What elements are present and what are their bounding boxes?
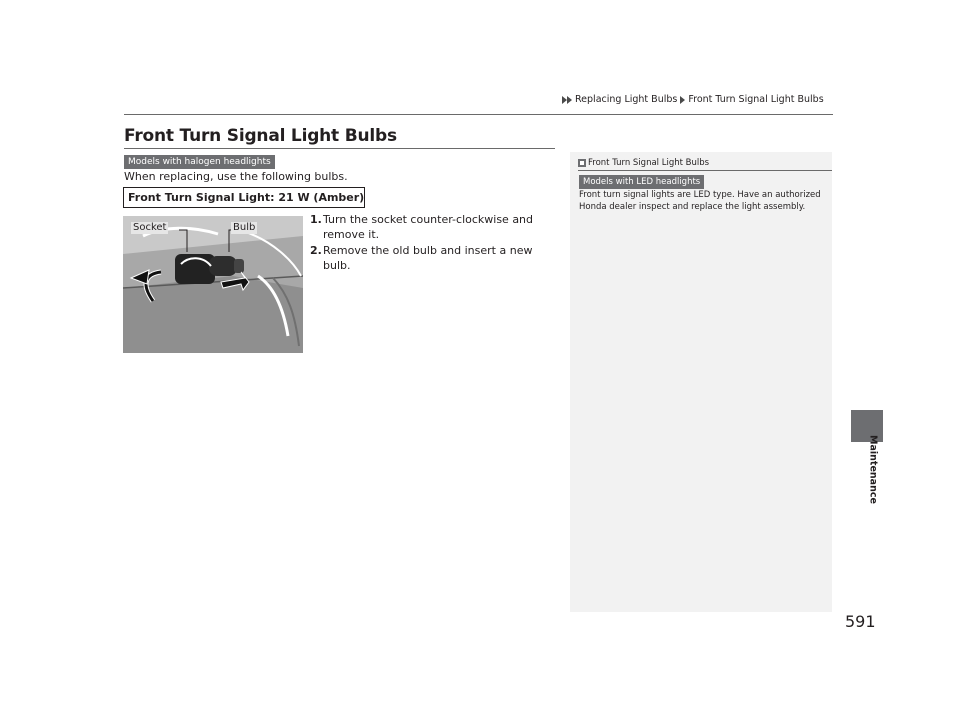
step-text: Remove the old bulb and insert a new bulb. — [323, 244, 533, 272]
bulb-spec-box: Front Turn Signal Light: 21 W (Amber) — [123, 187, 365, 208]
breadcrumb-arrow-icon — [680, 96, 685, 104]
page-number: 591 — [845, 612, 876, 631]
model-applicability-tag: Models with LED headlights — [579, 175, 704, 189]
step-item — [310, 212, 560, 242]
bulb-replacement-illustration — [123, 216, 303, 353]
side-note-heading — [578, 158, 709, 168]
title-divider — [124, 148, 555, 149]
breadcrumb-item[interactable]: Replacing Light Bulbs — [575, 94, 678, 105]
model-applicability-tag: Models with halogen headlights — [124, 155, 275, 169]
instruction-steps — [310, 212, 560, 274]
note-icon — [578, 159, 586, 167]
side-note-text: Front turn signal lights are LED type. Have an authorized Honda dealer inspect and replace the light assembly. — [579, 190, 821, 212]
step-text: Turn the socket counter-clockwise and remove it. — [323, 213, 534, 241]
side-note-panel — [570, 152, 832, 612]
breadcrumb-item[interactable]: Front Turn Signal Light Bulbs — [688, 94, 824, 105]
engine-bay-drawing — [123, 216, 303, 353]
side-note-divider — [578, 170, 832, 171]
breadcrumb-arrow-icon — [567, 96, 572, 104]
figure-label-socket: Socket — [133, 222, 167, 233]
section-label-text: Maintenance — [867, 435, 879, 504]
step-item — [310, 243, 560, 273]
step-number: 2. — [310, 244, 322, 257]
page-title: Front Turn Signal Light Bulbs — [124, 126, 397, 146]
header-divider — [124, 114, 833, 115]
figure-label-bulb: Bulb — [233, 222, 256, 233]
side-note-title: Front Turn Signal Light Bulbs — [588, 158, 710, 168]
step-number: 1. — [310, 213, 322, 226]
breadcrumb — [562, 94, 827, 105]
intro-text: When replacing, use the following bulbs. — [124, 170, 348, 183]
section-label — [862, 435, 879, 506]
